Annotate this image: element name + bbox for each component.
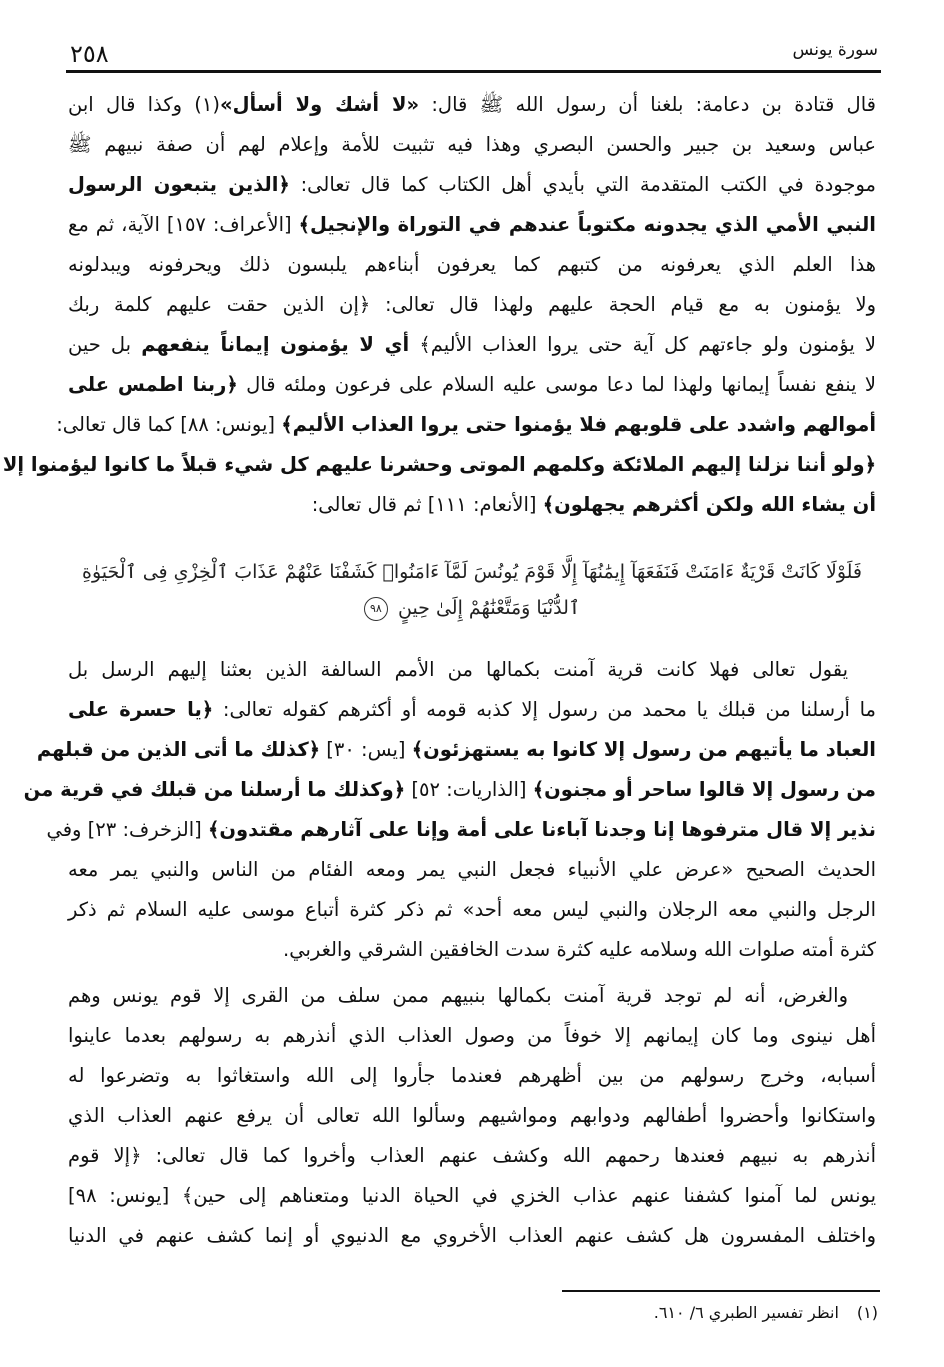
- quoted-text: ﴿وكذلك ما أرسلنا من قبلك في قرية من: [23, 778, 406, 801]
- text-line: [68, 285, 876, 325]
- body-text: هذا العلم الذي يعرفونه من كتبهم كما يعرفون أبناءهم يلبسون ذلك ويحرفونه ويبدلونه: [68, 253, 876, 276]
- text-line: [46, 810, 876, 850]
- text-line: [68, 1216, 876, 1256]
- text-line: [68, 485, 876, 525]
- quran-verse-line-2-text: ٱلدُّنْيَا وَمَتَّعْنَٰهُمْ إِلَىٰ حِينٍ: [397, 597, 581, 619]
- quoted-text: من رسول إلا قالوا ساحر أو مجنون﴾: [532, 778, 876, 801]
- text-line: [68, 85, 876, 125]
- body-text: يقول تعالى فهلا كانت قرية آمنت بكمالها من الأمم السالفة الذين بعثنا إليهم الرسل بل: [68, 658, 848, 681]
- header-rule: [66, 70, 881, 73]
- body-text: [الأعراف: ١٥٧] الآية، ثم مع: [68, 213, 299, 236]
- text-line: [68, 1136, 876, 1176]
- body-text: واختلف المفسرون هل كشف عنهم العذاب الأخروي مع الدنيوي أو إنما كشف عنهم في الدنيا: [68, 1224, 876, 1247]
- quoted-text: أن يشاء الله ولكن أكثرهم يجهلون﴾: [542, 493, 876, 516]
- body-text: عباس وسعيد بن جبير والحسن البصري وهذا فيه تثبيت للأمة وإعلام لهم أن صفة نبيهم ﷺ: [68, 133, 876, 156]
- body-text: أهل نينوى وما كان إيمانهم إلا خوفاً من وصول العذاب الذي أنذرهم به رسولهم بعدما عاينوا: [68, 1024, 876, 1047]
- quoted-text: ﴿ربنا اطمس على: [68, 373, 238, 396]
- text-line: [68, 690, 876, 730]
- paragraph-3: [68, 976, 876, 1256]
- body-text: واستكانوا وأحضروا أطفالهم ودوابهم ومواشيهم وسألوا الله تعالى أن يرفع عنهم العذاب الذي: [68, 1104, 876, 1127]
- ayah-number-marker: ٩٨: [364, 597, 388, 621]
- quoted-text: ﴿ولو أننا نزلنا إليهم الملائكة وكلمهم الموتى وحشرنا عليهم كل شيء قبلاً ما كانوا ليؤمنوا إلا: [2, 453, 876, 476]
- paragraph-1: [2, 85, 877, 525]
- body-text: [الزخرف: ٢٣] وفي: [46, 818, 208, 841]
- body-text: (١) وكذا قال ابن: [68, 93, 220, 116]
- page-number: ٢٥٨: [70, 40, 109, 68]
- text-line: [68, 165, 876, 205]
- footnote-marker: (١): [856, 1303, 878, 1322]
- body-text: يونس لما آمنوا كشفنا عنهم عذاب الخزي في الحياة الدنيا ومتعناهم إلى حين﴾ [يونس: ٩٨]: [68, 1184, 876, 1207]
- body-text: والغرض، أنه لم توجد قرية آمنت بكمالها بنبيهم ممن سلف من القرى إلا قوم يونس وهم: [68, 984, 848, 1007]
- body-text: [يس: ٣٠]: [320, 738, 412, 761]
- text-line: [68, 245, 876, 285]
- body-text: بل حين: [68, 333, 142, 356]
- body-text: ولا يؤمنون به مع قيام الحجة عليهم ولهذا قال تعالى: ﴿إن الذين حقت عليهم كلمة ربك: [68, 293, 876, 316]
- text-line: [68, 1176, 876, 1216]
- body-text: قال قتادة بن دعامة: بلغنا أن رسول الله ﷺ قال:: [419, 93, 876, 116]
- body-text: الرجل والنبي معه الرجلان والنبي ليس معه أحد» ثم ذكر كثرة أتباع موسى عليه السلام ثم ذكر: [68, 898, 876, 921]
- text-line: [68, 365, 876, 405]
- quoted-text: العباد ما يأتيهم من رسول إلا كانوا به يستهزئون﴾: [411, 738, 876, 761]
- body-text: [يونس: ٨٨] كما قال تعالى:: [56, 413, 282, 436]
- body-text: [الأنعام: ١١١] ثم قال تعالى:: [311, 493, 543, 516]
- body-text: أنذرهم به نبيهم فعندها رحمهم الله وكشف عنهم العذاب وأخروا كما قال تعالى: ﴿إلا قوم: [68, 1144, 876, 1167]
- quoted-text: أي لا يؤمنون إيماناً ينفعهم: [141, 333, 410, 356]
- text-line: [68, 1096, 876, 1136]
- running-header-surah-title: سورة يونس: [792, 40, 878, 60]
- text-line: [68, 125, 876, 165]
- text-line: [2, 445, 876, 485]
- footnote-rule: [562, 1290, 880, 1292]
- text-line: [56, 405, 876, 445]
- text-line: [68, 205, 876, 245]
- text-line: [68, 890, 876, 930]
- text-line: [68, 976, 876, 1016]
- body-text: موجودة في الكتب المتقدمة التي بأيدي أهل الكتاب كما قال تعالى:: [289, 173, 876, 196]
- paragraph-2: [23, 650, 876, 970]
- quoted-text: نذير إلا قال مترفوها إنا وجدنا آباءنا على أمة وإنا على آثارهم مقتدون﴾: [207, 818, 876, 841]
- text-line: [68, 325, 876, 365]
- text-line: [68, 1016, 876, 1056]
- quran-verse-line-1: فَلَوْلَا كَانَتْ قَرْيَةٌ ءَامَنَتْ فَنَفَعَهَآ إِيمَٰنُهَآ إِلَّا قَوْمَ يُونُسَ لَمَّآ ءَامَنُوا۟ كَشَفْنَا عَنْهُمْ عَذَابَ ٱلْخِزْىِ فِى ٱلْحَيَوٰةِ: [81, 561, 863, 583]
- body-text: لا ينفع نفساً إيمانها ولهذا لما دعا موسى عليه السلام على فرعون وملئه قال: [237, 373, 876, 396]
- text-line: [68, 850, 876, 890]
- body-text: ما أرسلنا من قبلك يا محمد من رسول إلا كذبه قومه أو أكثرهم كقوله تعالى:: [213, 698, 876, 721]
- quran-verse-line-2: [40, 590, 904, 626]
- quran-verse-block: [40, 554, 904, 630]
- text-line: [23, 770, 876, 810]
- text-line: [68, 1056, 876, 1096]
- footnote: [654, 1303, 878, 1322]
- body-text: [الذاريات: ٥٢]: [405, 778, 533, 801]
- body-text: كثرة أمته صلوات الله وسلامه عليه كثرة سدت الخافقين الشرقي والغربي.: [283, 938, 876, 961]
- body-text: الحديث الصحيح «عرض علي الأنبياء فجعل النبي يمر ومعه الفئام من الناس والنبي يمر معه: [68, 858, 876, 881]
- text-line: [68, 650, 876, 690]
- text-line: [36, 730, 876, 770]
- footnote-text: انظر تفسير الطبري ٦/ ٦١٠.: [653, 1303, 839, 1322]
- quoted-text: أموالهم واشدد على قلوبهم فلا يؤمنوا حتى يروا العذاب الأليم﴾: [281, 413, 876, 436]
- quoted-text: ﴿الذين يتبعون الرسول: [68, 173, 290, 196]
- body-text: أسبابه، وخرج رسولهم من بين أظهرهم فعندما جأروا إلى الله واستغاثوا به وتضرعوا له: [68, 1064, 876, 1087]
- text-line: [68, 930, 876, 970]
- body-text: لا يؤمنون ولو جاءتهم كل آية حتى يروا العذاب الأليم﴾: [409, 333, 877, 356]
- quoted-text: ﴿يا حسرة على: [68, 698, 214, 721]
- quoted-text: النبي الأمي الذي يجدونه مكتوباً عندهم في التوراة والإنجيل﴾: [298, 213, 876, 236]
- quoted-text: «لا أشك ولا أسأل»: [220, 93, 420, 116]
- quoted-text: ﴿كذلك ما أتى الذين من قبلهم: [36, 738, 321, 761]
